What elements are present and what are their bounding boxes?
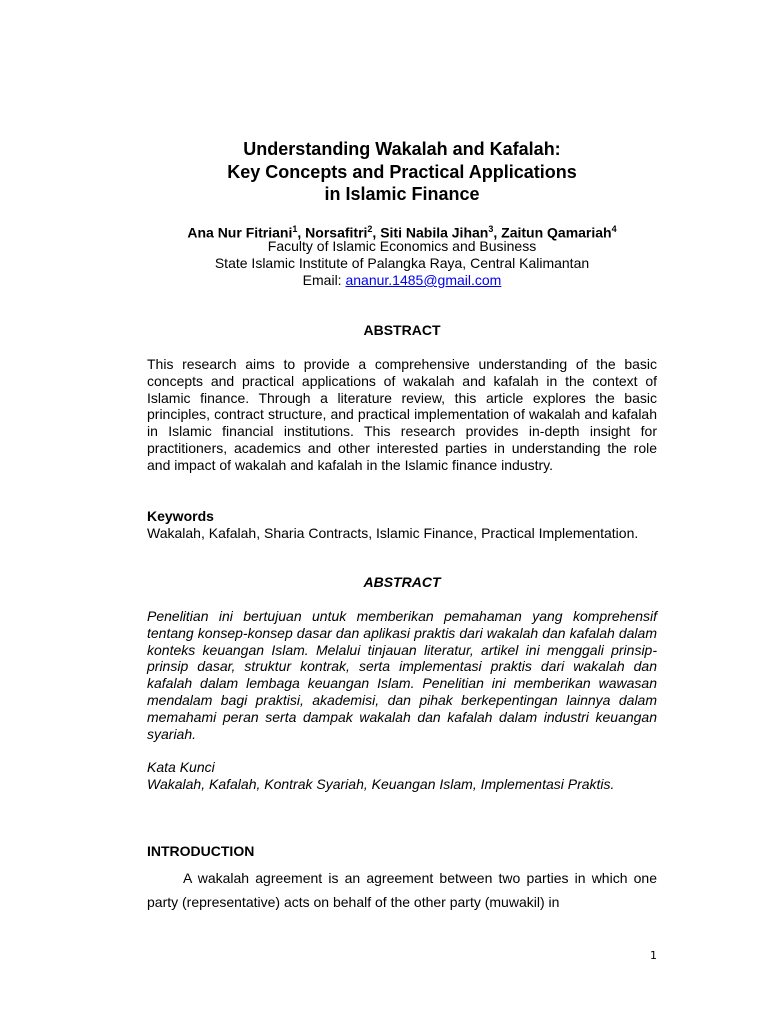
author-affiliation-mark: 3 [488,224,494,234]
abstract-id-heading: ABSTRACT [363,574,441,590]
introduction-heading: INTRODUCTION [147,843,255,859]
author-name: Zaitun Qamariah [501,224,612,241]
abstract-en-text: This research aims to provide a comprehensive understanding of the basic concepts and practical applications of wakalah and kafalah in the context of Islamic finance. Through a literature review, this article explores the basic principles, contract structure, and practical implementation of wakalah and kafalah in Islamic financial institutions. This research provides in-depth insight for practitioners, academics and other interested parties in understanding the role and impact of wakalah and kafalah in the Islamic finance industry. [147,356,657,473]
abstract-en-heading: ABSTRACT [363,322,441,338]
author-affiliation-mark: 4 [611,224,617,234]
keywords-en-text: Wakalah, Kafalah, Sharia Contracts, Islamic Finance, Practical Implementation. [147,524,639,541]
keywords-id-block [147,759,657,793]
affiliation-institute: State Islamic Institute of Palangka Raya, Central Kalimantan [214,255,590,271]
keywords-en-block [147,508,657,542]
author-list: Ana Nur Fitriani$^1$, Norsafitri$^2$, Siti Nabila Jihan$^3$, Zaitun Qamariah$^4$ [187,224,617,241]
affiliation-faculty: Faculty of Islamic Economics and Business [267,238,537,254]
title-line-2: Key Concepts and Practical Applications [227,161,577,182]
page-number: 1 [650,949,657,962]
email-link[interactable]: ananur.1485@gmail.com [345,272,502,288]
author-name: Siti Nabila Jihan [380,224,489,241]
email-label: Email: [302,272,346,288]
introduction-text: A wakalah agreement is an agreement between two parties in which one party (representative) acts on behalf of the other party (muwakil) in [147,870,657,910]
author-affiliation-mark: 1 [292,224,298,234]
keywords-en-heading: Keywords [147,508,214,524]
author-name: Ana Nur Fitriani [187,224,293,241]
title-line-3: in Islamic Finance [324,184,480,204]
abstract-id-text: Penelitian ini bertujuan untuk memberikan pemahaman yang komprehensif tentang konsep-konsep dasar dan aplikasi praktis dari wakalah dan kafalah dalam konteks keuangan Islam. Melalui tinjauan literatur, artikel ini menggali prinsip-prinsip dasar, struktur kontrak, serta implementasi praktis dari wakalah dan kafalah dalam lembaga keuangan Islam. Penelitian ini memberikan wawasan mendalam bagi praktisi, akademisi, dan pihak berkepentingan lainnya dalam memahami peran serta dampak wakalah dan kafalah dalam industri keuangan syariah. [147,608,657,742]
email-line [147,272,657,289]
title-line-1: Understanding Wakalah and Kafalah: [243,139,561,159]
author-name: Norsafitri [305,224,368,241]
keywords-id-text: Wakalah, Kafalah, Kontrak Syariah, Keuangan Islam, Implementasi Praktis. [147,775,615,792]
affiliation-block [147,238,657,289]
paper-title [147,138,657,206]
keywords-id-heading: Kata Kunci [147,759,215,775]
author-affiliation-mark: 2 [367,224,373,234]
